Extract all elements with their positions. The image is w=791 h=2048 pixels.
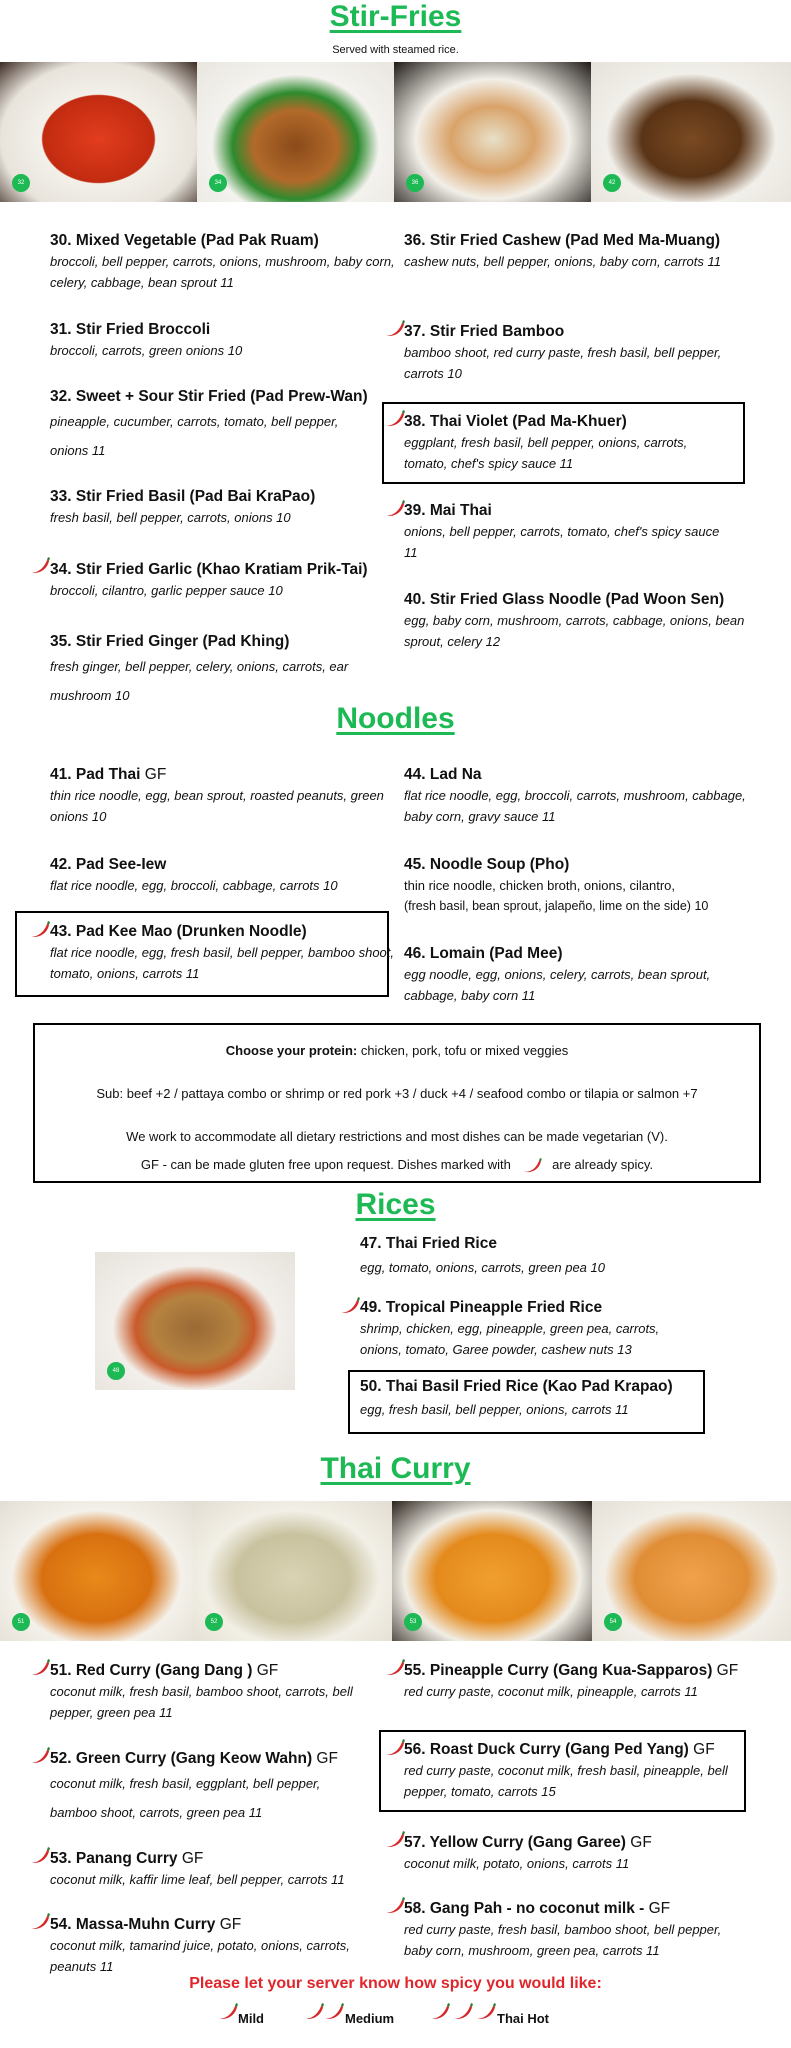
item-desc: broccoli, carrots, green onions 10 [50,343,243,358]
item-name: 55. Pineapple Curry (Gang Kua-Sapparos) [404,1662,713,1679]
menu-item-54 [50,1915,395,1977]
menu-item-57 [404,1833,749,1874]
menu-item-35 [50,632,370,710]
item-desc: flat rice noodle, egg, fresh basil, bell pepper, bamboo shoot, tomato, onions, carrots 11 [50,945,394,981]
photo-badge: 36 [406,174,424,192]
stirfries-subtitle: Served with steamed rice. [332,44,459,56]
menu-item-32 [50,387,380,465]
item-name: 51. Red Curry (Gang Dang ) [50,1662,253,1679]
item-name: 33. Stir Fried Basil (Pad Bai KraPao) [50,488,316,505]
menu-item-44 [404,765,749,827]
rices-title: Rices [355,1188,436,1221]
dietary-note: We work to accommodate all dietary restrictions and most dishes can be made vegetarian (V). [126,1129,668,1144]
menu-item-31 [50,320,395,361]
chili-icon [28,557,50,575]
spicy-note: Please let your server know how spicy you would like: [189,1975,602,1992]
spice-level-thai-hot: Thai Hot [497,2011,549,2026]
chili-icon [383,1739,405,1757]
photo-badge: 52 [205,1613,223,1631]
item-desc: egg, tomato, onions, carrots, green pea 10 [360,1260,605,1275]
item-desc: red curry paste, coconut milk, fresh basil, pineapple, bell pepper, tomato, carrots 15 [404,1763,728,1799]
photo-badge: 32 [12,174,30,192]
menu-item-36 [404,231,749,272]
item-desc: broccoli, bell pepper, carrots, onions, mushroom, baby corn, celery, cabbage, bean sprout 11 [50,254,395,290]
item-desc-extra: (fresh basil, bean sprout, jalapeño, lime on the side) 10 [404,899,709,913]
chili-icon [322,2003,344,2021]
gf-note-text: GF - can be made gluten free upon request. Dishes marked with [140,1157,511,1172]
photo-badge: 51 [12,1613,30,1631]
item-desc: eggplant, fresh basil, bell pepper, onions, carrots, tomato, chef's spicy sauce 11 [404,435,688,471]
item-name: 45. Noodle Soup (Pho) [404,856,570,873]
item-desc: pineapple, cucumber, carrots, tomato, bell pepper, onions 11 [50,414,339,458]
item-name: 41. Pad Thai [50,766,141,783]
noodles-title: Noodles [336,702,455,735]
item-name: 58. Gang Pah - no coconut milk - [404,1900,645,1917]
curry-title: Thai Curry [320,1452,471,1485]
chili-icon [383,1659,405,1677]
gf-note-text-end: are already spicy. [552,1157,654,1172]
gf-tag: GF [716,1662,739,1679]
stirfries-photo-4 [591,62,791,202]
menu-item-41 [50,765,395,827]
chili-icon [28,921,50,939]
item-desc: coconut milk, kaffir lime leaf, bell pepper, carrots 11 [50,1872,345,1887]
menu-item-30 [50,231,395,293]
gf-tag: GF [693,1741,715,1758]
item-desc: coconut milk, fresh basil, eggplant, bell pepper, bamboo shoot, carrots, green pea 11 [50,1776,321,1820]
chili-icon [428,2003,450,2021]
menu-item-38 [404,412,734,474]
protein-info-box [33,1023,761,1183]
chili-icon [28,1913,50,1931]
chili-icon [521,1158,543,1174]
chili-icon [28,1847,50,1865]
item-name: 38. Thai Violet (Pad Ma-Khuer) [404,413,627,430]
item-name: 47. Thai Fried Rice [360,1235,497,1252]
chili-icon [28,1659,50,1677]
menu-item-46 [404,944,749,1006]
item-desc: broccoli, cilantro, garlic pepper sauce 10 [50,583,283,598]
protein-line [35,1043,759,1058]
item-name: 52. Green Curry (Gang Keow Wahn) [50,1750,313,1767]
item-desc: egg, baby corn, mushroom, carrots, cabbage, onions, bean sprout, celery 12 [404,613,745,649]
item-name: 42. Pad See-Iew [50,856,167,873]
item-name: 39. Mai Thai [404,502,492,519]
gf-tag: GF [219,1916,242,1933]
item-name: 53. Panang Curry [50,1850,178,1867]
item-name: 40. Stir Fried Glass Noodle (Pad Woon Sen) [404,591,725,608]
gf-note [35,1157,759,1174]
curry-photo-2 [193,1501,392,1641]
item-name: 32. Sweet + Sour Stir Fried (Pad Prew-Wan) [50,388,368,405]
chili-icon [338,1297,360,1315]
curry-photo-1 [0,1501,193,1641]
gf-tag: GF [316,1750,338,1767]
photo-badge: 54 [604,1613,622,1631]
curry-photo-4 [592,1501,791,1641]
menu-item-42 [50,855,395,896]
item-desc: flat rice noodle, egg, broccoli, carrots, mushroom, cabbage, baby corn, gravy sauce 11 [404,788,746,824]
menu-item-34 [50,560,395,601]
item-desc: thin rice noodle, chicken broth, onions, cilantro, [404,878,675,893]
photo-badge: 48 [107,1362,125,1380]
item-desc: egg, fresh basil, bell pepper, onions, carrots 11 [360,1402,629,1417]
menu-item-56 [404,1740,739,1802]
menu-item-47 [360,1234,705,1281]
item-name: 57. Yellow Curry (Gang Garee) [404,1834,626,1851]
menu-item-52 [50,1749,370,1827]
photo-badge: 42 [603,174,621,192]
gf-tag: GF [144,766,167,783]
protein-sub: Sub: beef +2 / pattaya combo or shrimp or red pork +3 / duck +4 / seafood combo or tilapia or salmon +7 [96,1086,698,1101]
menu-item-40 [404,590,754,652]
gf-tag: GF [181,1850,204,1867]
menu-item-53 [50,1849,395,1890]
item-name: 36. Stir Fried Cashew (Pad Med Ma-Muang) [404,232,721,249]
item-desc: coconut milk, fresh basil, bamboo shoot, carrots, bell pepper, green pea 11 [50,1684,353,1720]
item-name: 44. Lad Na [404,766,482,783]
item-desc: egg noodle, egg, onions, celery, carrots, bean sprout, cabbage, baby corn 11 [404,967,711,1003]
menu-item-45 [404,855,774,917]
item-desc: red curry paste, fresh basil, bamboo shoot, bell pepper, baby corn, mushroom, green pea, carrots 11 [404,1922,722,1958]
gf-tag: GF [630,1834,652,1851]
item-desc: coconut milk, potato, onions, carrots 11 [404,1856,630,1871]
chili-icon [383,500,405,518]
gf-tag: GF [648,1900,671,1917]
menu-item-58 [404,1899,749,1961]
item-name: 43. Pad Kee Mao (Drunken Noodle) [50,923,307,940]
menu-item-49 [360,1298,700,1360]
item-desc: onions, bell pepper, carrots, tomato, chef's spicy sauce 11 [404,524,720,560]
menu-item-55 [404,1661,774,1702]
item-desc: fresh ginger, bell pepper, celery, onions, carrots, ear mushroom 10 [50,659,349,703]
protein-value: chicken, pork, tofu or mixed veggies [357,1043,569,1058]
chili-icon [383,1831,405,1849]
curry-photo-3 [392,1501,592,1641]
stirfries-title: Stir-Fries [329,0,462,33]
item-desc: red curry paste, coconut milk, pineapple, carrots 11 [404,1684,698,1699]
spice-level-mild: Mild [238,2011,264,2026]
item-desc: shrimp, chicken, egg, pineapple, green pea, carrots, onions, tomato, Garee powder, cashew nuts 13 [360,1321,660,1357]
item-desc: bamboo shoot, red curry paste, fresh basil, bell pepper, carrots 10 [404,345,722,381]
photo-badge: 53 [404,1613,422,1631]
chili-icon [474,2003,496,2021]
chili-icon [28,1747,50,1765]
item-name: 50. Thai Basil Fried Rice (Kao Pad Krapao) [360,1378,673,1395]
menu-item-43 [50,922,395,984]
protein-label: Choose your protein: [225,1043,358,1058]
item-desc: cashew nuts, bell pepper, onions, baby corn, carrots 11 [404,254,722,269]
chili-icon [383,1897,405,1915]
chili-icon [451,2003,473,2021]
item-desc: flat rice noodle, egg, broccoli, cabbage, carrots 10 [50,878,338,893]
stirfries-photo-1 [0,62,197,202]
item-name: 35. Stir Fried Ginger (Pad Khing) [50,633,290,650]
menu-item-39 [404,501,734,563]
stirfries-photo-2 [197,62,394,202]
rices-photo [95,1252,295,1390]
item-name: 46. Lomain (Pad Mee) [404,945,563,962]
item-desc: coconut milk, tamarind juice, potato, onions, carrots, peanuts 11 [50,1938,350,1974]
item-name: 49. Tropical Pineapple Fried Rice [360,1299,603,1316]
item-name: 37. Stir Fried Bamboo [404,323,565,340]
menu-item-51 [50,1661,370,1723]
item-desc: fresh basil, bell pepper, carrots, onions 10 [50,510,291,525]
stirfries-photo-3 [394,62,591,202]
item-name: 54. Massa-Muhn Curry [50,1916,216,1933]
item-name: 56. Roast Duck Curry (Gang Ped Yang) [404,1741,689,1758]
item-name: 31. Stir Fried Broccoli [50,321,211,338]
menu-item-37 [404,322,734,384]
spice-level-medium: Medium [345,2011,395,2026]
chili-icon [302,2003,324,2021]
menu-item-33 [50,487,395,528]
gf-tag: GF [256,1662,279,1679]
chili-icon [383,410,405,428]
chili-icon [216,2003,238,2021]
item-name: 34. Stir Fried Garlic (Khao Kratiam Prik-Tai) [50,561,368,578]
item-name: 30. Mixed Vegetable (Pad Pak Ruam) [50,232,319,249]
item-desc: thin rice noodle, egg, bean sprout, roasted peanuts, green onions 10 [50,788,384,824]
menu-item-50 [360,1377,705,1423]
chili-icon [383,320,405,338]
photo-badge: 34 [209,174,227,192]
